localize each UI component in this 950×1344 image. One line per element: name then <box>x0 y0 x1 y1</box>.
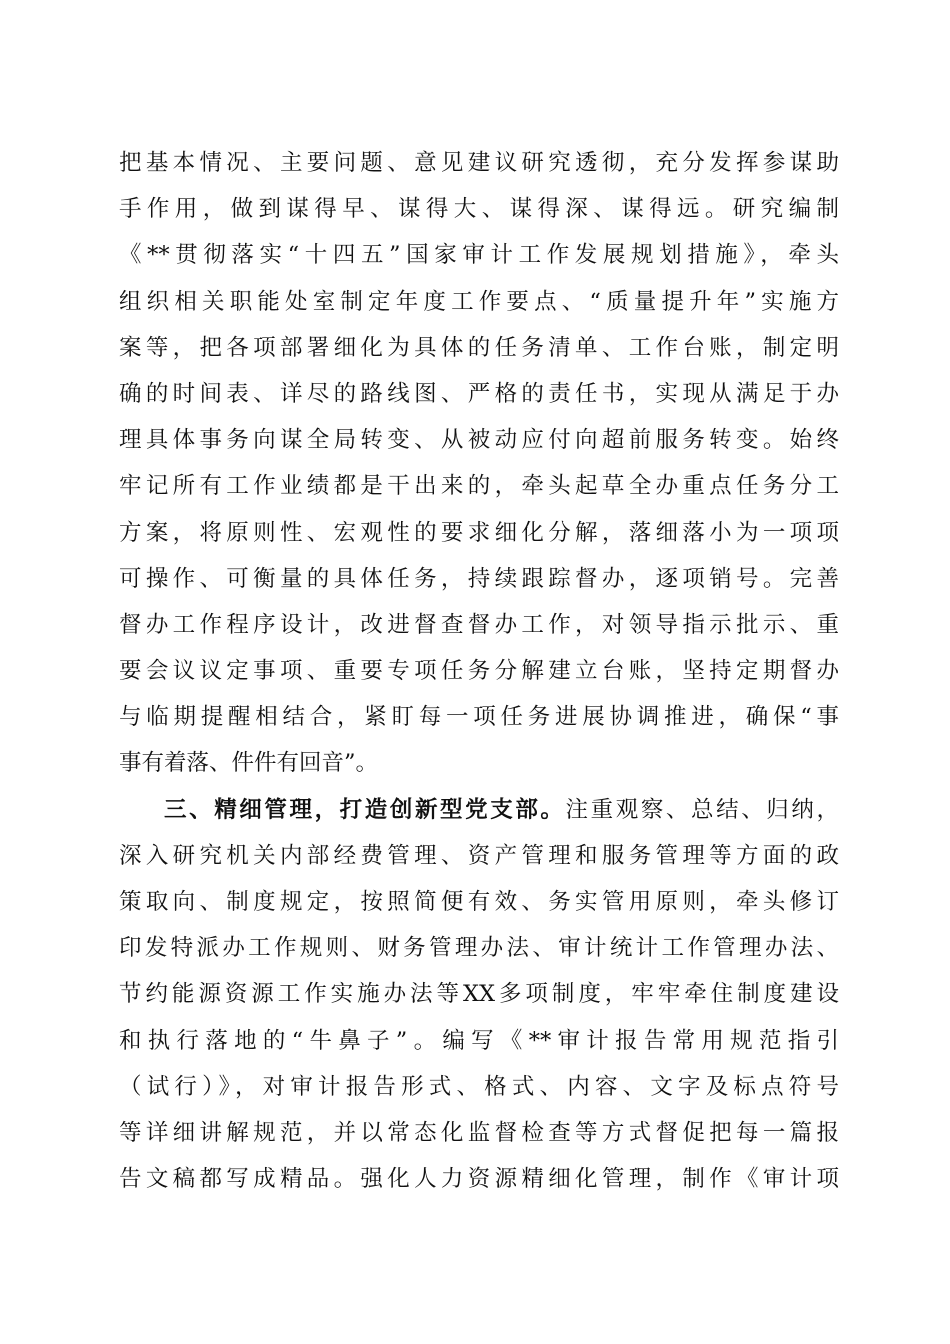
text-line: 组织相关职能处室制定年度工作要点、“质量提升年”实施方 <box>119 288 839 315</box>
text-line: 督办工作程序设计，改进督查督办工作，对领导指示批示、重 <box>119 611 839 638</box>
text-line: （试行）》，对审计报告形式、格式、内容、文字及标点符号 <box>119 1073 839 1100</box>
text-line: 确的时间表、详尽的路线图、严格的责任书，实现从满足于办 <box>119 380 839 407</box>
text-line: 案等，把各项部署细化为具体的任务清单、工作台账，制定明 <box>119 334 839 361</box>
text-line: 理具体事务向谋全局转变、从被动应付向超前服务转变。始终 <box>119 427 839 454</box>
section-heading-line <box>119 787 839 833</box>
text-line: 方案，将原则性、宏观性的要求细化分解，落细落小为一项项 <box>119 519 839 546</box>
text-line: 印发特派办工作规则、财务管理办法、审计统计工作管理办法、 <box>119 935 839 962</box>
text-line: 节约能源资源工作实施办法等XX多项制度，牢牢牵住制度建设 <box>119 981 839 1008</box>
text-line: 要会议议定事项、重要专项任务分解建立台账，坚持定期督办 <box>119 658 839 685</box>
text-line: 策取向、制度规定，按照简便有效、务实管用原则，牵头修订 <box>119 889 839 915</box>
text-line: 《**贯彻落实“十四五”国家审计工作发展规划措施》，牵头 <box>119 242 839 269</box>
text-line: 深入研究机关内部经费管理、资产管理和服务管理等方面的政 <box>119 842 839 869</box>
text-line: 事有着落、件件有回音”。 <box>119 750 379 777</box>
text-line: 与临期提醒相结合，紧盯每一项任务进展协调推进，确保“事 <box>119 704 839 731</box>
text-line: 把基本情况、主要问题、意见建议研究透彻，充分发挥参谋助 <box>119 150 839 176</box>
text-line: 牢记所有工作业绩都是干出来的，牵头起草全办重点任务分工 <box>119 473 839 500</box>
text-line: 告文稿都写成精品。强化人力资源精细化管理，制作《审计项 <box>119 1166 839 1193</box>
text-line: 和执行落地的“牛鼻子”。编写《**审计报告常用规范指引 <box>119 1027 839 1054</box>
section-heading: 三、精细管理，打造创新型党支部。 <box>164 796 566 823</box>
text-line: 等详细讲解规范，并以常态化监督检查等方式督促把每一篇报 <box>119 1119 839 1146</box>
section-first-line-text: 注重观察、总结、归纳， <box>565 796 839 823</box>
text-line: 手作用，做到谋得早、谋得大、谋得深、谋得远。研究编制 <box>119 196 839 223</box>
body-text <box>119 140 839 1202</box>
text-line: 可操作、可衡量的具体任务，持续跟踪督办，逐项销号。完善 <box>119 565 839 592</box>
